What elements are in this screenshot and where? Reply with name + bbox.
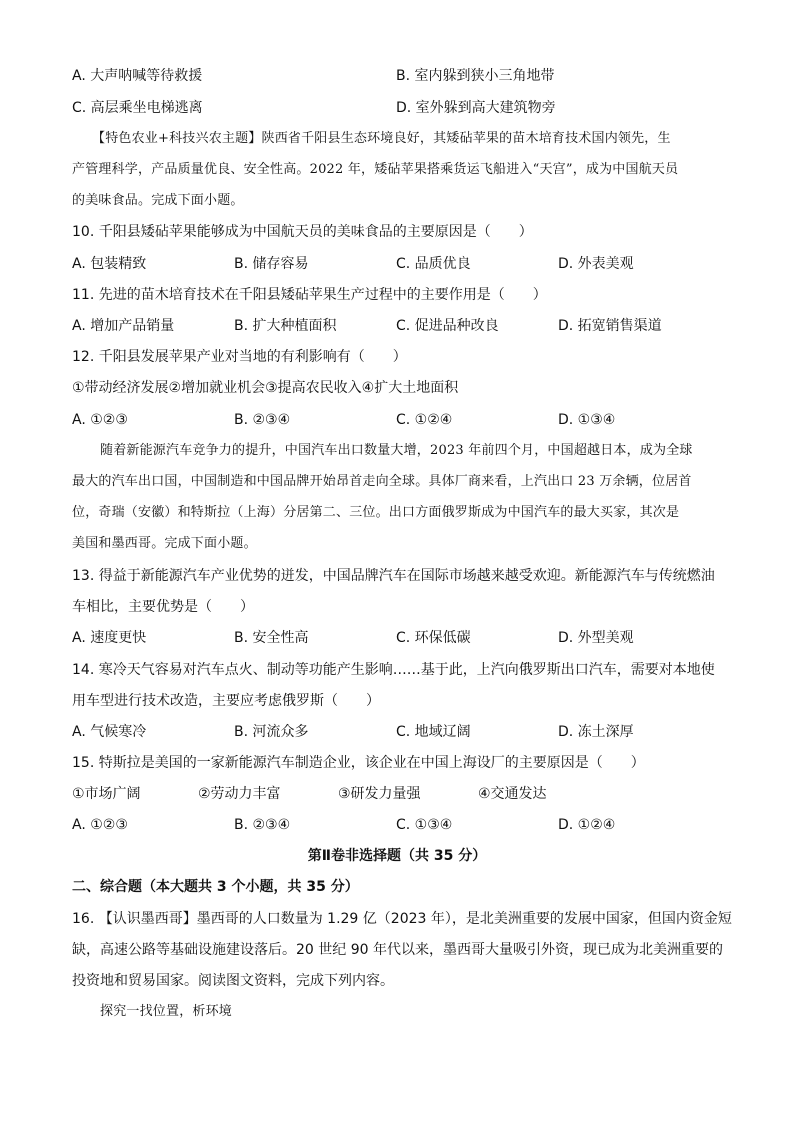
q9-option-b: B. 室内躲到狭小三角地带 <box>396 68 555 84</box>
section-title: 第Ⅱ卷非选择题（共 35 分） <box>307 848 487 864</box>
q10-option-a: A. 包装精致 <box>72 256 147 272</box>
q11-option-c: C. 促进品种改良 <box>396 318 499 334</box>
q14-stem-line-2: 用车型进行技术改造，主要应考虑俄罗斯（ ） <box>72 693 380 709</box>
q10-stem: 10. 千阳县矮砧苹果能够成为中国航天员的美味食品的主要原因是（ ） <box>72 224 533 240</box>
q11-option-a: A. 增加产品销量 <box>72 318 175 334</box>
q15-option-a: A. ①②③ <box>72 817 128 833</box>
passage2-line-4: 美国和墨西哥。完成下面小题。 <box>72 536 257 551</box>
q12-option-c: C. ①②④ <box>396 412 453 428</box>
part-title: 二、综合题（本大题共 3 个小题，共 35 分） <box>72 879 359 895</box>
q11-option-b: B. 扩大种植面积 <box>234 318 337 334</box>
q13-option-b: B. 安全性高 <box>234 630 309 646</box>
q15-item-3: ③研发力量强 <box>338 786 421 802</box>
q15-option-c: C. ①③④ <box>396 817 453 833</box>
q14-stem-line-1: 14. 寒冷天气容易对汽车点火、制动等功能产生影响……基于此，上汽向俄罗斯出口汽车，需要对本地使 <box>72 662 715 678</box>
q15-option-b: B. ②③④ <box>234 817 291 833</box>
passage1-line-2: 产管理科学，产品质量优良、安全性高。2022 年，矮砧苹果搭乘货运飞船进入“天宫”，成为中国航天员 <box>72 162 679 177</box>
q13-stem-line-2: 车相比，主要优势是（ ） <box>72 599 254 615</box>
q15-stem: 15. 特斯拉是美国的一家新能源汽车制造企业，该企业在中国上海设厂的主要原因是（ ） <box>72 755 645 771</box>
q10-option-c: C. 品质优良 <box>396 256 471 272</box>
passage1-line-3: 的美味食品。完成下面小题。 <box>72 193 244 208</box>
q12-option-a: A. ①②③ <box>72 412 128 428</box>
q11-stem: 11. 先进的苗木培育技术在千阳县矮砧苹果生产过程中的主要作用是（ ） <box>72 287 547 303</box>
q13-option-a: A. 速度更快 <box>72 630 147 646</box>
q10-option-d: D. 外表美观 <box>558 256 634 272</box>
q13-option-c: C. 环保低碳 <box>396 630 471 646</box>
q12-stem: 12. 千阳县发展苹果产业对当地的有利影响有（ ） <box>72 349 407 365</box>
q12-items: ①带动经济发展②增加就业机会③提高农民收入④扩大土地面积 <box>72 380 459 396</box>
q15-option-d: D. ①②④ <box>558 817 616 833</box>
passage2-line-3: 位，奇瑞（安徽）和特斯拉（上海）分居第二、三位。出口方面俄罗斯成为中国汽车的最大买家，其次是 <box>72 505 680 520</box>
passage2-line-2: 最大的汽车出口国，中国制造和中国品牌开始昂首走向全球。具体厂商来看，上汽出口 23 万余辆，位居首 <box>72 474 692 489</box>
q16-line-3: 投资地和贸易国家。阅读图文资料，完成下列内容。 <box>72 973 394 989</box>
q14-option-d: D. 冻土深厚 <box>558 724 634 740</box>
subheading: 探究一找位置，析环境 <box>100 1004 233 1019</box>
q12-option-d: D. ①③④ <box>558 412 616 428</box>
q9-option-d: D. 室外躲到高大建筑物旁 <box>396 100 556 116</box>
q11-option-d: D. 拓宽销售渠道 <box>558 318 662 334</box>
q14-option-b: B. 河流众多 <box>234 724 309 740</box>
q15-item-2: ②劳动力丰富 <box>198 786 281 802</box>
q16-line-2: 缺，高速公路等基础设施建设落后。20 世纪 90 年代以来，墨西哥大量吸引外资，现已成为北美洲重要的 <box>72 942 723 958</box>
q15-item-4: ④交通发达 <box>478 786 547 802</box>
q13-option-d: D. 外型美观 <box>558 630 634 646</box>
q12-option-b: B. ②③④ <box>234 412 291 428</box>
q16-line-1: 16. 【认识墨西哥】墨西哥的人口数量为 1.29 亿（2023 年），是北美洲重要的发展中国家，但国内资金短 <box>72 911 732 927</box>
q15-item-1: ①市场广阔 <box>72 786 141 802</box>
passage2-line-1: 随着新能源汽车竞争力的提升，中国汽车出口数量大增，2023 年前四个月，中国超越日本，成为全球 <box>100 443 693 458</box>
passage1-line-1: 【特色农业+科技兴农主题】陕西省千阳县生态环境良好，其矮砧苹果的苗木培育技术国内领先，生 <box>92 131 671 146</box>
q9-option-a: A. 大声呐喊等待救援 <box>72 68 203 84</box>
q10-option-b: B. 储存容易 <box>234 256 309 272</box>
q9-option-c: C. 高层乘坐电梯逃离 <box>72 100 203 116</box>
q13-stem-line-1: 13. 得益于新能源汽车产业优势的迸发，中国品牌汽车在国际市场越来越受欢迎。新能源汽车与传统燃油 <box>72 568 715 584</box>
q14-option-c: C. 地域辽阔 <box>396 724 471 740</box>
q14-option-a: A. 气候寒冷 <box>72 724 147 740</box>
